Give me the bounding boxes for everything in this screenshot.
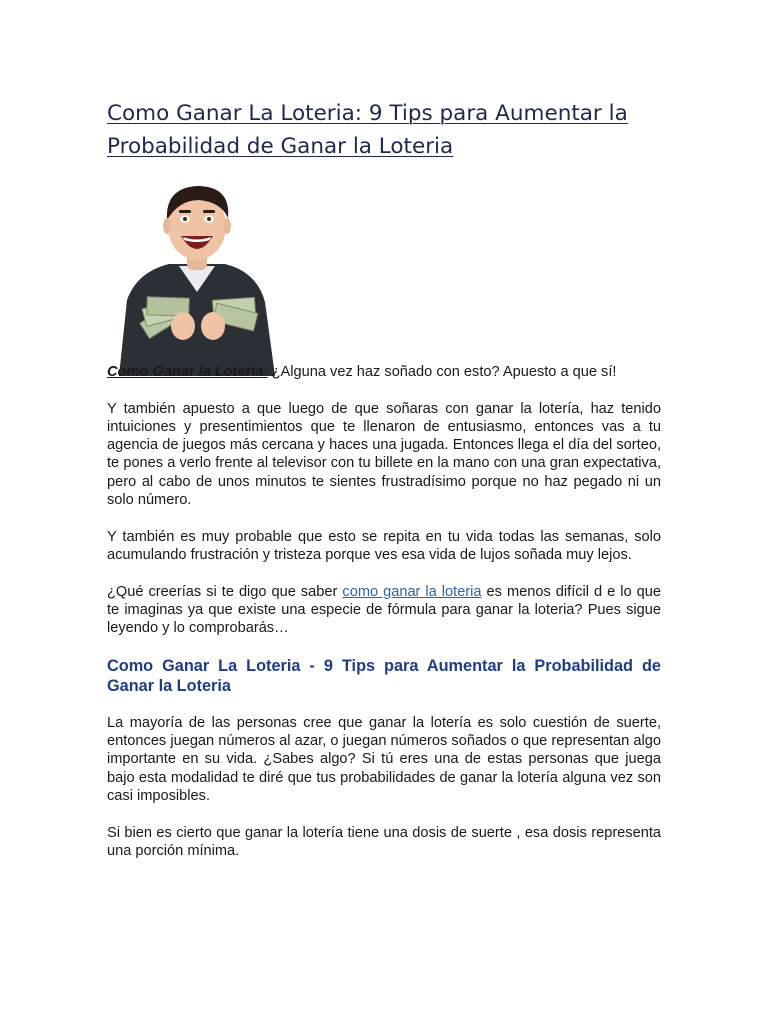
intro-rest-text: ¿Alguna vez haz soñado con esto? Apuesto a que sí! [267, 364, 617, 380]
paragraph-1: Y también apuesto a que luego de que soñaras con ganar la lotería, haz tenido intuiciones y presentimientos que te llenaron de entusiasmo, entonces vas a tu agencia de juegos más cercana y haces una jugada. Entonces llega el día del sorteo, te pones a verlo frente al televisor con tu billete en la mano con una gran expectativa, pero al cabo de unos minutos te sientes frustradísimo porque no haz pegado ni un solo número. [107, 400, 661, 509]
paragraph-3-before: ¿Qué creerías si te digo que saber [107, 583, 343, 600]
document-title: Como Ganar La Loteria: 9 Tips para Aumentar la Probabilidad de Ganar la Loteria [107, 101, 628, 159]
paragraph-4: La mayoría de las personas cree que ganar la lotería es solo cuestión de suerte, entonces juegan números al azar, o juegan números soñados o que representan algo importante en su vida. ¿Sabes algo? Si tú eres una de estas personas que juega bajo esta modalidad te diré que tus probabilidades de ganar la lotería alguna vez son casi imposibles. [107, 714, 661, 804]
paragraph-3-after: es menos difícil d e lo que te imaginas ya que existe una especie de fórmula para ganar la loteria? Pues sigue leyendo y lo comprobarás… [107, 583, 661, 637]
paragraph-5: Si bien es cierto que ganar la lotería tiene una dosis de suerte , esa dosis representa una porción mínima. [107, 824, 661, 859]
section-heading: Como Ganar La Loteria - 9 Tips para Aumentar la Probabilidad de Ganar la Loteria [107, 656, 661, 695]
intro-lead-text: Como Ganar la Loteria [107, 364, 264, 380]
intro-colon: : [263, 364, 268, 380]
paragraph-2: Y también es muy probable que esto se repita en tu vida todas las semanas, solo acumulando frustración y tristeza porque ves esa vida de lujos soñada muy lejos. [107, 528, 661, 563]
como-ganar-link[interactable]: como ganar la loteria [342, 583, 482, 600]
document-body [107, 180, 661, 878]
paragraph-3 [107, 583, 661, 638]
image-float-spacer [107, 180, 290, 363]
